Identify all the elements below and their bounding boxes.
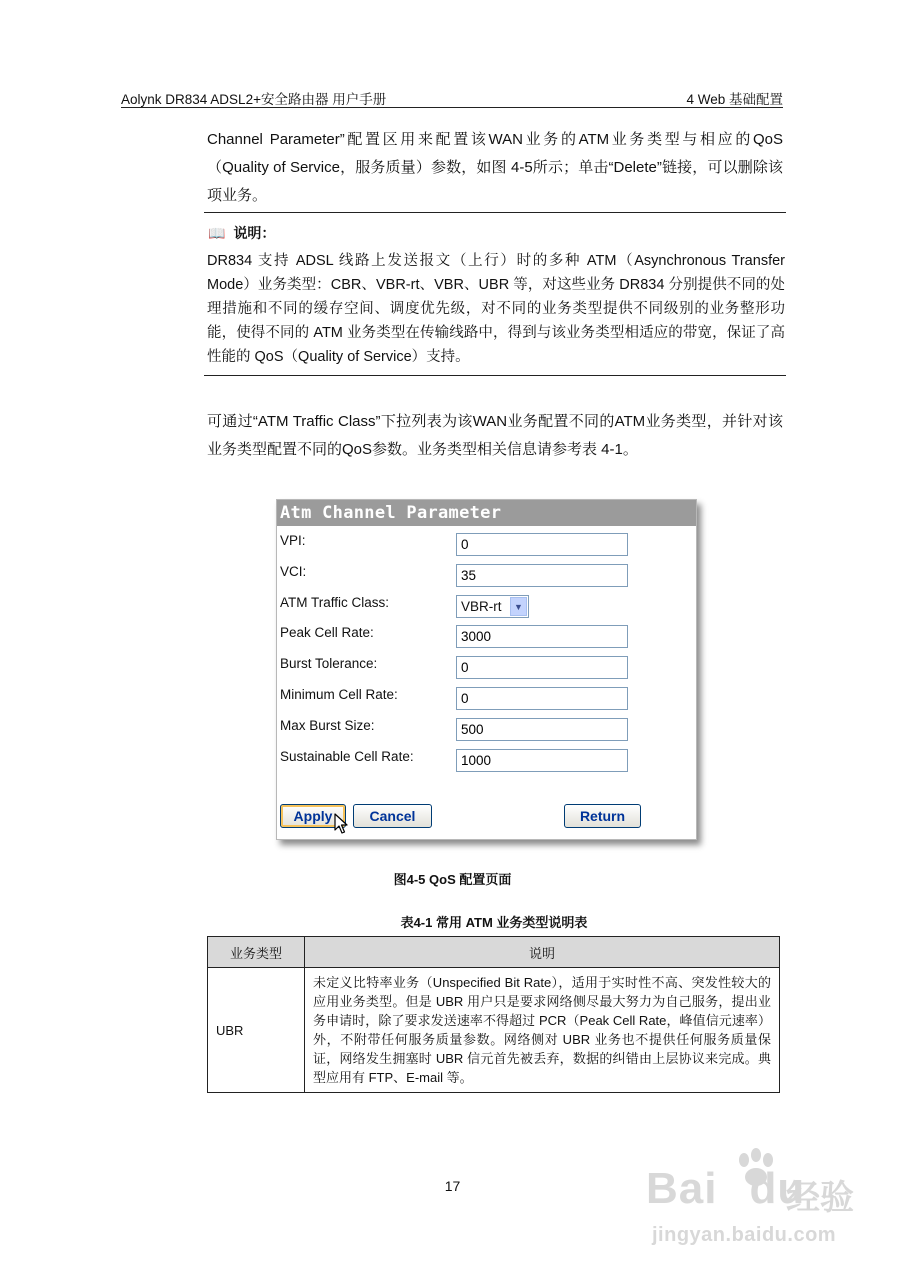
watermark-logo-cn: 经验	[786, 1179, 854, 1217]
note-title-text: 说明：	[233, 225, 276, 241]
field-row-peak-cell-rate	[277, 623, 696, 653]
field-row-vci	[277, 562, 696, 592]
table-row	[208, 968, 780, 1093]
atm-channel-screenshot	[276, 499, 697, 840]
field-row-minimum-cell-rate	[277, 685, 696, 715]
atm-service-type-table	[207, 936, 780, 1093]
table-caption: 表4-1 常用 ATM 业务类型说明表	[400, 915, 588, 930]
page-header	[121, 84, 783, 108]
peak-cell-rate-label: Peak Cell Rate:	[280, 625, 374, 640]
service-type-cell: UBR	[208, 968, 305, 1093]
vpi-input[interactable]: 0	[456, 533, 628, 556]
traffic-class-select[interactable]	[456, 595, 529, 618]
traffic-class-value: VBR-rt	[461, 599, 502, 614]
max-burst-size-label: Max Burst Size:	[280, 718, 375, 733]
traffic-class-label: ATM Traffic Class:	[280, 595, 390, 610]
vci-label: VCI:	[280, 564, 307, 579]
chevron-down-icon[interactable]: ▼	[510, 597, 527, 616]
vpi-label: VPI:	[280, 533, 306, 548]
table-header-description: 说明	[305, 937, 780, 968]
field-row-burst-tolerance	[277, 654, 696, 684]
screenshot-title: Atm Channel Parameter	[277, 500, 696, 526]
minimum-cell-rate-label: Minimum Cell Rate:	[280, 687, 398, 702]
field-row-vpi	[277, 531, 696, 561]
watermark-url: jingyan.baidu.com	[652, 1224, 837, 1246]
burst-tolerance-input[interactable]: 0	[456, 656, 628, 679]
header-chapter: 4 Web 基础配置	[686, 92, 783, 107]
service-description-cell: 未定义比特率业务（Unspecified Bit Rate），适用于实时性不高、突发性较大的应用业务类型。但是 UBR 用户只是要求网络侧尽最大努力为自己服务，提出业务申请时，除了要求发送速率不得超过 PCR（Peak Cell Rate，峰值信元速率）外，不附带任何服务质量参数。网络侧对 UBR 业务也不提供任何服务质量保证，网络发生拥塞时 UBR 信元首先被丢弃，数据的纠错由上层协议来完成。典型应用有 FTP、E-mail 等。	[305, 968, 780, 1093]
figure-caption: 图4-5 QoS 配置页面	[393, 872, 512, 887]
table-header-row	[208, 937, 780, 968]
note-box	[204, 212, 786, 376]
table-header-type: 业务类型	[208, 937, 305, 968]
book-icon: 📖	[208, 226, 226, 242]
header-manual-title: Aolynk DR834 ADSL2+安全路由器 用户手册	[121, 92, 387, 107]
sustainable-cell-rate-input[interactable]: 1000	[456, 749, 628, 772]
sustainable-cell-rate-label: Sustainable Cell Rate:	[280, 749, 414, 764]
burst-tolerance-label: Burst Tolerance:	[280, 656, 378, 671]
note-title	[208, 223, 275, 243]
mouse-pointer-icon	[334, 813, 348, 835]
watermark-logo-bai: Bai du	[646, 1164, 806, 1213]
field-row-traffic-class	[277, 593, 696, 623]
note-body: DR834 支持 ADSL 线路上发送报文（上行）时的多种 ATM（Asynchronous Transfer Mode）业务类型：CBR、VBR-rt、VBR、UBR 等，对这些业务 DR834 分别提供不同的处理措施和不同的缓存空间、调度优先级，对不同的业务类型提供不同级别的业务整形功能，使得不同的 ATM 业务类型在传输线路中，得到与该业务类型相适应的带宽，保证了高性能的 QoS（Quality of Service）支持。	[207, 253, 785, 365]
peak-cell-rate-input[interactable]: 3000	[456, 625, 628, 648]
apply-button[interactable]: Apply	[280, 804, 346, 828]
vci-input[interactable]: 35	[456, 564, 628, 587]
intro-paragraph: Channel Parameter”配置区用来配置该WAN业务的ATM业务类型与相应的QoS（Quality of Service，服务质量）参数，如图 4-5所示；单击“Delete”链接，可以删除该项业务。	[207, 131, 783, 204]
field-row-max-burst-size	[277, 716, 696, 746]
return-button[interactable]: Return	[564, 804, 641, 828]
page-number: 17	[444, 1178, 461, 1194]
field-row-sustainable-cell-rate	[277, 747, 696, 777]
max-burst-size-input[interactable]: 500	[456, 718, 628, 741]
baidu-watermark	[646, 1148, 856, 1258]
second-paragraph: 可通过“ATM Traffic Class”下拉列表为该WAN业务配置不同的ATM业务类型，并针对该业务类型配置不同的QoS参数。业务类型相关信息请参考表 4-1。	[207, 413, 783, 458]
minimum-cell-rate-input[interactable]: 0	[456, 687, 628, 710]
cancel-button[interactable]: Cancel	[353, 804, 432, 828]
